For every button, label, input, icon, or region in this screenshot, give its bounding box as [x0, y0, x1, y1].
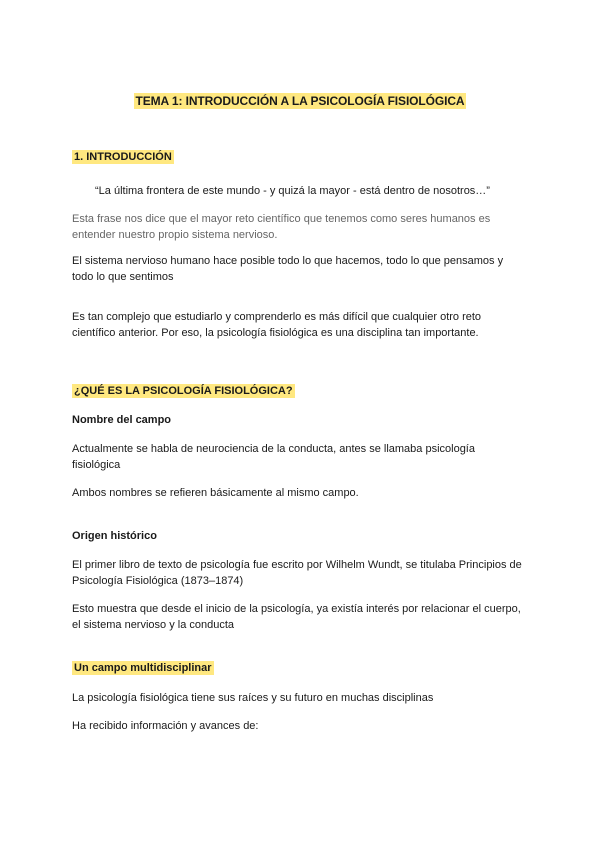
intro-quote: “La última frontera de este mundo - y quizá la mayor - está dentro de nosotros…” — [95, 185, 490, 197]
section-heading-multidisciplinar: Un campo multidisciplinar — [74, 662, 212, 674]
section-heading-introduccion: 1. INTRODUCCIÓN — [74, 151, 172, 163]
subheading-origen-historico: Origen histórico — [72, 530, 157, 542]
subheading-nombre-del-campo: Nombre del campo — [72, 414, 172, 426]
intro-paragraph-2: El sistema nervioso humano hace posible todo lo que hacemos, todo lo que pensamos y todo lo que sentimos — [72, 255, 504, 283]
document-title — [0, 94, 600, 108]
origen-paragraph-1: El primer libro de texto de psicología fue escrito por Wilhelm Wundt, se titulaba Principios de Psicología Fisiológica (1873–1874) — [72, 559, 522, 587]
multi-paragraph-1: La psicología fisiológica tiene sus raíces y su futuro en muchas disciplinas — [72, 692, 434, 704]
origen-paragraph-2: Esto muestra que desde el inicio de la psicología, ya existía interés por relacionar el cuerpo, el sistema nervioso y la conducta — [72, 603, 521, 631]
section-heading-que-es: ¿QUÉ ES LA PSICOLOGÍA FISIOLÓGICA? — [74, 385, 293, 397]
multi-paragraph-2: Ha recibido información y avances de: — [72, 720, 259, 732]
title-highlight: TEMA 1: INTRODUCCIÓN A LA PSICOLOGÍA FISIOLÓGICA — [135, 94, 465, 108]
nombre-paragraph-2: Ambos nombres se refieren básicamente al mismo campo. — [72, 487, 359, 499]
nombre-paragraph-1: Actualmente se habla de neurociencia de la conducta, antes se llamaba psicología fisiológica — [72, 443, 475, 471]
intro-paragraph-3: Es tan complejo que estudiarlo y comprenderlo es más difícil que cualquier otro reto científico anterior. Por eso, la psicología fisiológica es una disciplina tan importante. — [72, 311, 482, 339]
intro-paragraph-1: Esta frase nos dice que el mayor reto científico que tenemos como seres humanos es entender nuestro propio sistema nervioso. — [72, 213, 491, 241]
